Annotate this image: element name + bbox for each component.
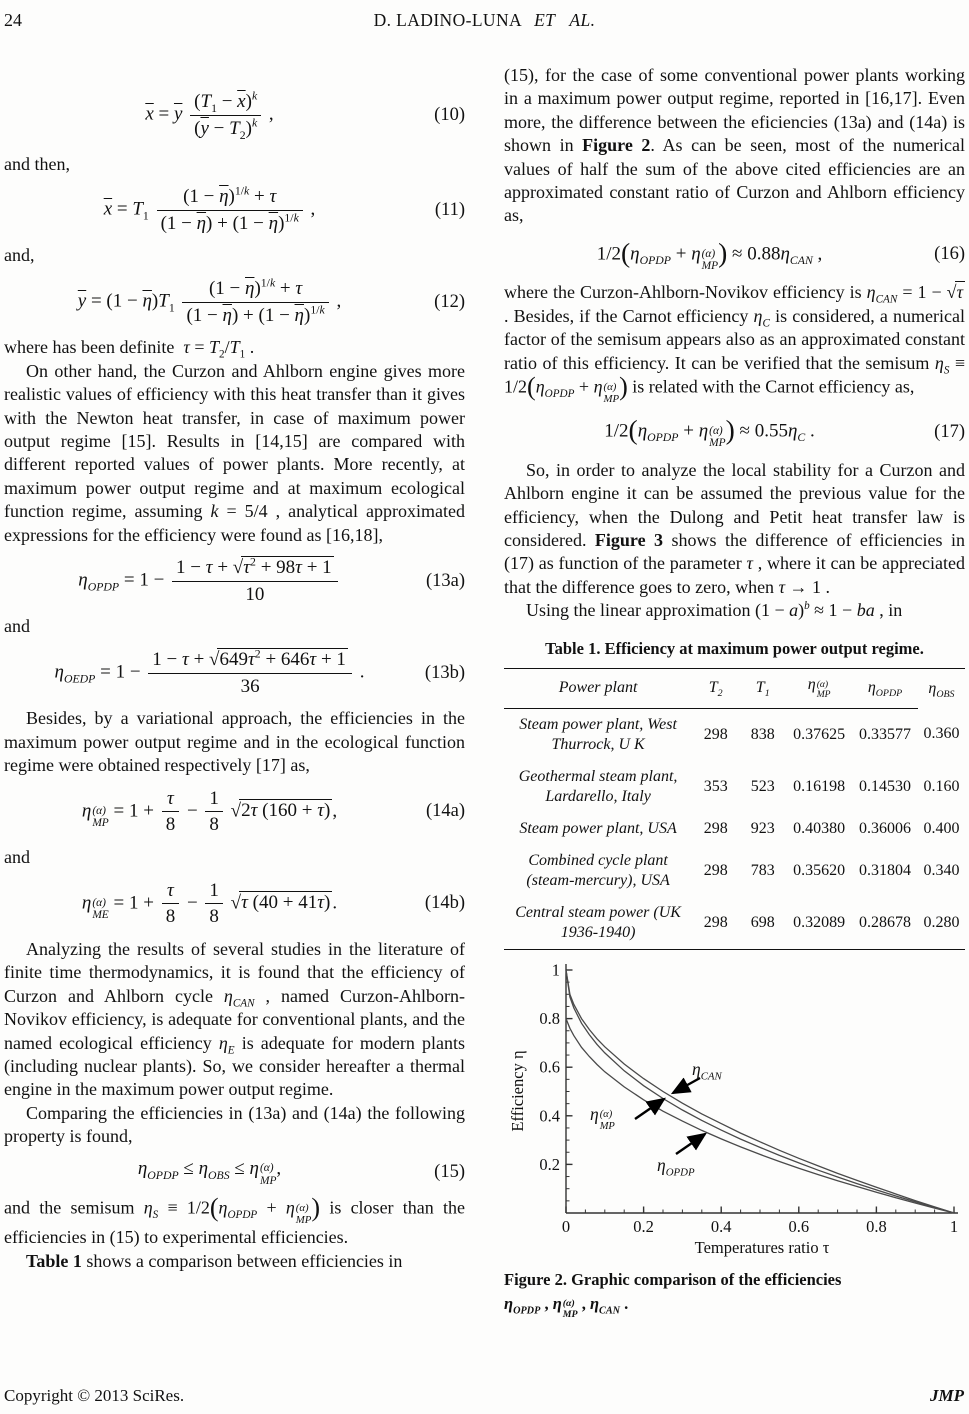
header-eta-obs: $\eta_{OBS}$ <box>928 679 955 700</box>
paragraph-using-approx: Using the linear approximation $(1 - a)^b \approx 1$ − ba , in <box>526 600 903 621</box>
cell-plant: Steam power plant, West Thurrock, U K <box>519 715 677 753</box>
x-tick-label: 0.8 <box>866 1216 887 1236</box>
table-row <box>504 708 965 761</box>
equation-11 <box>4 185 465 236</box>
header-t2: $T_2$ <box>692 669 739 709</box>
y-tick-label: 1 <box>551 960 560 980</box>
journal-abbrev: JMP <box>930 1386 964 1405</box>
curve-eta_opdp <box>566 1018 954 1212</box>
cell-t1: 783 <box>750 861 775 879</box>
table-1 <box>504 668 965 950</box>
equation-10-body: $\overline{x} = \overline{y}$ $\frac{(T_1 - \overline{x})^k}{(\overline{y} - T_2)^k}$ , <box>145 89 274 142</box>
x-tick-label: 0.6 <box>788 1216 810 1236</box>
x-tick-label: 1 <box>949 1216 959 1236</box>
equation-17-number: (17) <box>934 421 965 442</box>
cell-eta_opdp: 0.14530 <box>859 777 911 795</box>
equation-13a-number: (13a) <box>425 570 465 591</box>
paragraph-comparing: Comparing the efficiencies in (13a) and (14a) the following property is found, <box>4 1102 465 1147</box>
paragraph-semisum: and the semisum $\eta_S \equiv 1/2(\eta_{OPDP} + \eta$ (α) MP ) is closer than the efficiencies in (15) to experimental efficiencies. <box>4 1192 466 1248</box>
annotation-arrow-eta_can <box>673 1078 700 1093</box>
figure-2-caption-text: Figure 2. Graphic comparison of the efficiencies <box>504 1269 842 1289</box>
paragraph-on-other-hand: On other hand, the Curzon and Ahlborn engine gives more realistic values of efficiency with this heat transfer than it gives with the Newton heat transfer, in case of maximum power output regime [15]. Results in [14,15] are compared with different reported values of power plants. More recently, at maximum power output regime and at maximum ecological function regime, assuming k = 5/4 , analytical approximated expressions for the efficiency were found as [16,18], <box>4 360 466 545</box>
x-tick-label: 0.2 <box>633 1216 654 1236</box>
connector-and-2: and <box>4 616 30 637</box>
table-1-header <box>504 669 965 709</box>
equation-15-body: $\eta_{OPDP} \le \eta_{OBS} \le \eta$ (α) MP , <box>137 1157 282 1187</box>
equation-11-body: $\overline{x} = T_1$ $\frac{(1 - \overline{\eta})^{1/k} + \tau}{(1 - \overline{\eta}) + (1 - \overline{\eta})^{1/k}}$ , <box>103 184 316 234</box>
equation-14a-body: η (α) MP = 1 + $\frac{\tau}{8}$ − $\frac{1}{8}$ √2τ (160 + τ) , <box>81 787 338 836</box>
cell-eta_mp: 0.35620 <box>793 861 846 879</box>
connector-and-1: and, <box>4 245 35 266</box>
cell-t2: 353 <box>703 777 728 795</box>
paragraph-besides: Besides, by a variational approach, the efficiencies in the maximum power output regime and in the ecological function regime were obtained respectively [17] as, <box>4 708 465 776</box>
cell-t2: 298 <box>703 861 728 879</box>
equation-16-body: $1/2(\eta_{OPDP} + \eta$ (α) MP ) ≈ $0.88\eta_{CAN}$ , <box>596 236 823 272</box>
header-eta-opdp: $\eta_{OPDP}$ <box>852 669 918 709</box>
x-tick-label: 0.4 <box>710 1216 732 1236</box>
equation-10 <box>4 90 465 141</box>
page-header <box>0 0 969 50</box>
equation-12-number: (12) <box>434 291 465 312</box>
equation-14b-number: (14b) <box>424 893 465 914</box>
cell-eta_mp: 0.40380 <box>793 819 846 837</box>
paragraph-where-can: where the Curzon-Ahlborn-Novikov efficiency is $\eta_{CAN} = 1 - √\tau$ . Besides, if the Carnot efficiency $\eta_C$ is considered, a numerical factor of the semisum appears also as an approximated constant ratio of this efficiency. It can be verified that the semisum $\eta_S \equiv 1/2(\eta_{OPDP} + \eta$ (α) MP ) is related with the Carnot efficiency as, <box>504 282 965 405</box>
cell-plant: Combined cycle plant (steam-mercury), USA <box>526 851 670 889</box>
annotation-arrow-eta_opdp <box>676 1134 705 1154</box>
curve-eta_can <box>566 970 954 1213</box>
annotation-label-eta_can: $\eta_{CAN}$ <box>692 1058 722 1083</box>
header-power-plant: Power plant <box>504 669 692 709</box>
equation-16-number: (16) <box>934 244 965 265</box>
figure-2 <box>504 958 964 1260</box>
x-tick-label: 0 <box>561 1216 571 1236</box>
cell-plant: Geothermal steam plant, Lardarello, Italy <box>518 767 678 805</box>
equation-13b <box>4 648 465 699</box>
paragraph-definite: where has been definite $\tau = T_2/T_1$ . <box>4 337 255 361</box>
equation-14b-body: η (α) ME = 1 + $\frac{\tau}{8}$ − $\frac{1}{8}$ √τ (40 + 41τ) . <box>81 879 338 928</box>
cell-t1: 523 <box>750 777 775 795</box>
equation-17 <box>504 414 965 449</box>
table-1-caption: Table 1. Efficiency at maximum power output regime. <box>545 638 924 658</box>
running-title <box>0 10 969 31</box>
y-axis-title: Efficiency η <box>508 1050 527 1132</box>
equation-13b-body: $\eta_{OEDP} = 1$ − $\frac{1 - \tau + √649\tau^2 + 646\tau + 1}{36}$ . <box>54 647 365 697</box>
figure-2-chart <box>504 958 964 1260</box>
cell-t2: 298 <box>703 913 728 931</box>
table-row <box>504 813 965 845</box>
cell-t1: 923 <box>750 819 775 837</box>
right-column <box>504 50 965 1321</box>
running-title-etal: ET AL. <box>534 10 596 30</box>
y-tick-label: 0.6 <box>539 1057 560 1077</box>
equation-10-number: (10) <box>434 104 465 125</box>
equation-17-body: $1/2(\eta_{OPDP} + \eta$ (α) MP ) ≈ $0.55\eta_C$ . <box>604 414 815 450</box>
equation-12-body: $\overline{y} = (1 - \overline{\eta})T_1$ $\frac{(1 - \overline{\eta})^{1/k} + \tau}{(1 - \overline{\eta}) + (1 - \overline{\eta})^{1/k}}$ , <box>77 276 342 326</box>
cell-plant: Central steam power (UK 1936-1940) <box>515 903 681 941</box>
equation-13a-body: $\eta_{OPDP} = 1$ − $\frac{1 - \tau + √\tau^2 + 98\tau + 1}{10}$ <box>4 556 415 607</box>
running-title-authors: D. LADINO-LUNA <box>373 10 523 30</box>
two-column-body <box>0 50 969 1321</box>
cell-eta_opdp: 0.28678 <box>859 913 911 931</box>
figure-2-caption <box>504 1268 965 1321</box>
figure-2-caption-math: $\eta_{OPDP}$ , η (α) MP , $\eta_{CAN}$ . <box>504 1293 629 1321</box>
connector-and-3: and <box>4 847 30 868</box>
cell-plant: Steam power plant, USA <box>519 819 677 837</box>
cell-eta_mp: 0.32089 <box>793 913 846 931</box>
equation-16 <box>504 237 965 272</box>
cell-eta_opdp: 0.33577 <box>859 725 911 743</box>
table-row <box>504 897 965 950</box>
annotation-label-eta_mp_alpha: η (α) MP <box>590 1103 615 1132</box>
page-number: 24 <box>4 10 22 30</box>
cell-t1: 838 <box>750 725 775 743</box>
equation-14a-number: (14a) <box>425 801 465 822</box>
cell-eta_obs: 0.280 <box>923 913 960 931</box>
equation-12 <box>4 277 465 328</box>
x-axis-title: Temperatures ratio τ <box>694 1237 830 1257</box>
cell-eta_obs: 0.400 <box>923 819 960 837</box>
annotation-label-eta_opdp: $\eta_{OPDP}$ <box>657 1154 695 1179</box>
paragraph-analyzing: Analyzing the results of several studies in the literature of finite time thermodynamics, it is found that the efficiency of Curzon and Ahlborn cycle $\eta_{CAN}$ , named Curzon-Ahlborn-Novikov efficiency, is adequate for conventional plants, and the named ecological efficiency $\eta_E$ is adequate for modern plants (including nuclear plants). So, we consider hereafter a thermal engine in the maximum power output regime. <box>4 939 466 1100</box>
cell-t2: 298 <box>703 819 728 837</box>
cell-t1: 698 <box>750 913 775 931</box>
paragraph-so-stability: So, in order to analyze the local stability for a Curzon and Ahlborn engine it can be assumed the previous value for the efficiency, when the Dulong and Petit heat transfer law is considered. Figure 3 shows the difference of efficiencies in (17) as function of the parameter τ , where it can be appreciated that the difference goes to zero, when τ → 1 . <box>504 459 965 597</box>
cell-eta_opdp: 0.31804 <box>859 861 911 879</box>
cell-eta_mp: 0.37625 <box>793 725 846 743</box>
equation-11-number: (11) <box>434 199 465 220</box>
equation-15 <box>4 1158 465 1187</box>
cell-eta_mp: 0.16198 <box>793 777 846 795</box>
cell-eta_obs: 0.160 <box>923 777 960 795</box>
header-eta-mp: η (α) MP <box>786 669 852 709</box>
connector-and-then: and then, <box>4 153 70 174</box>
paragraph-15-case: (15), for the case of some conventional power plants working in a maximum power output regime, reported in [16,17]. Even more, the difference between the eficiencies (13a) and (14a) is shown in Figure 2. As can be seen, most of the numerical values of half the sum of the above cited efficiencies are an approximated constant ratio of Curzon and Ahlborn efficiency as, <box>504 65 965 226</box>
equation-14b <box>4 879 465 930</box>
copyright-text: Copyright © 2013 SciRes. <box>4 1386 185 1405</box>
equation-13a <box>4 556 465 607</box>
cell-t2: 298 <box>703 725 728 743</box>
paragraph-table1-ref: Table 1 shows a comparison between efficiencies in <box>26 1250 403 1271</box>
y-tick-label: 0.2 <box>539 1154 560 1174</box>
left-column <box>4 50 465 1321</box>
header-t1: $T_1$ <box>739 669 786 709</box>
cell-eta_obs: 0.360 <box>923 725 960 743</box>
y-tick-label: 0.4 <box>539 1105 560 1125</box>
curve-eta_mp_alpha <box>566 970 954 1213</box>
y-tick-label: 0.8 <box>539 1008 560 1028</box>
cell-eta_opdp: 0.36006 <box>859 819 911 837</box>
equation-14a <box>4 787 465 838</box>
equation-15-number: (15) <box>434 1161 465 1182</box>
table-1-body <box>504 708 965 949</box>
table-row <box>504 761 965 813</box>
cell-eta_obs: 0.340 <box>923 861 960 879</box>
equation-13b-number: (13b) <box>424 662 465 683</box>
table-row <box>504 845 965 897</box>
page-footer <box>4 1386 964 1406</box>
table-header-row <box>504 669 965 709</box>
